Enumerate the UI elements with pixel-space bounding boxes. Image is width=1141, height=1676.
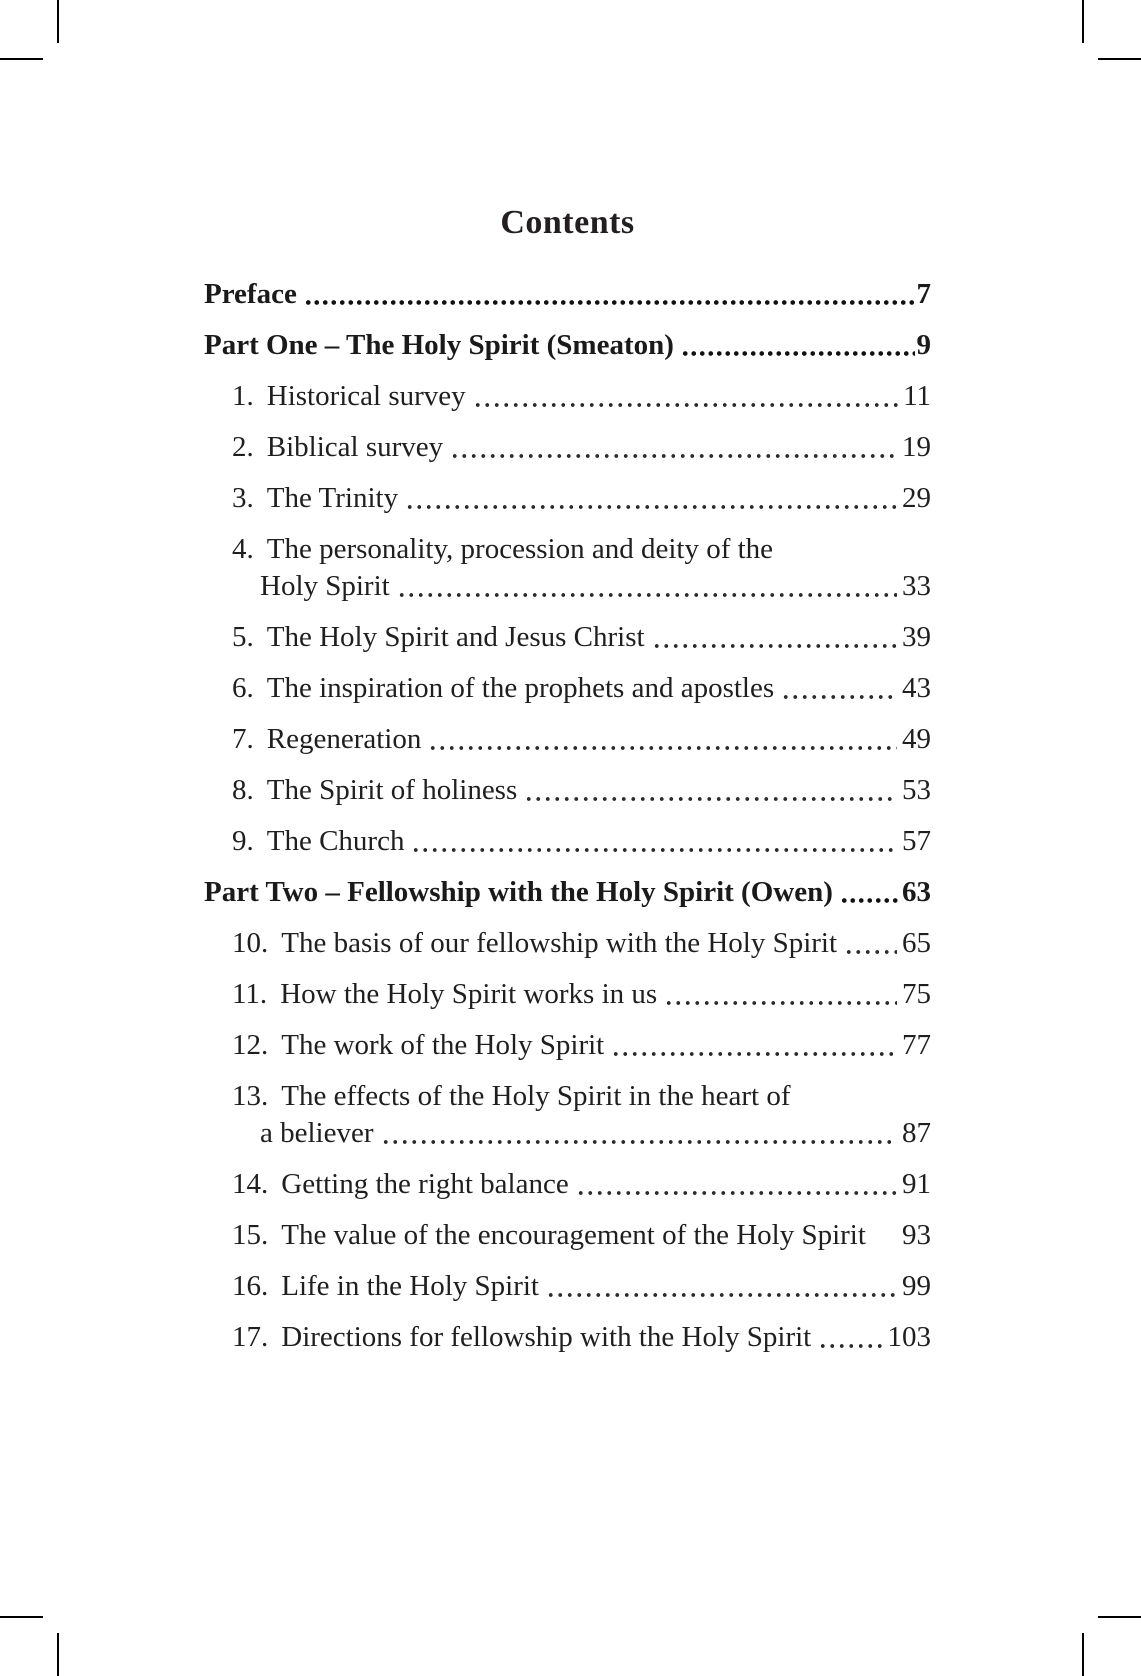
crop-mark-top-left-horizontal [0, 58, 43, 60]
toc-entry-label: The Spirit of holiness [266, 774, 518, 806]
toc-entry-label-continued: a believer [260, 1117, 374, 1149]
toc-entry-number: 11. [232, 978, 268, 1010]
toc-entry-label: The Holy Spirit and Jesus Christ [266, 621, 645, 653]
dot-leader [818, 1319, 882, 1356]
dot-leader [652, 619, 897, 656]
toc-entry-label: Life in the Holy Spirit [281, 1270, 539, 1302]
toc-chapter-17 [204, 1319, 931, 1356]
toc-entry-label: The Trinity [266, 482, 399, 514]
toc-entry-page: 19 [902, 431, 931, 463]
toc-entry-page: 33 [902, 570, 931, 602]
dot-leader [473, 378, 898, 415]
dot-leader [546, 1268, 897, 1305]
toc-entry-page: 43 [902, 672, 931, 704]
toc-chapter-6 [204, 670, 931, 707]
toc-heading-part-two [204, 874, 931, 911]
dot-leader [304, 276, 915, 313]
toc-entry-number: 3. [232, 482, 254, 514]
toc-chapter-3 [204, 480, 931, 517]
crop-mark-top-right-horizontal [1098, 58, 1141, 60]
toc-entry-label: Part One – The Holy Spirit (Smeaton) [204, 329, 674, 361]
toc-chapter-8 [204, 772, 931, 809]
crop-mark-bottom-right-horizontal [1098, 1616, 1141, 1618]
toc-entry-page: 65 [902, 927, 931, 959]
toc-entry-label: The value of the encouragement of the Holy Spirit [281, 1219, 866, 1251]
toc-chapter-14 [204, 1166, 931, 1203]
toc-entry-number: 2. [232, 431, 254, 463]
toc-entry-label: Getting the right balance [281, 1168, 569, 1200]
dot-leader [844, 925, 897, 962]
toc-entry-label-continued: Holy Spirit [260, 570, 390, 602]
toc-entry-number: 1. [232, 380, 254, 412]
dot-leader [381, 1115, 897, 1152]
toc-entry-label: Preface [204, 278, 297, 310]
toc-entry-label: How the Holy Spirit works in us [280, 978, 658, 1010]
crop-mark-bottom-right-vertical [1082, 1633, 1084, 1676]
toc-entry-label: Part Two – Fellowship with the Holy Spirit (Owen) [204, 876, 833, 908]
toc-entry-label: The work of the Holy Spirit [281, 1029, 605, 1061]
toc-entry-number: 8. [232, 774, 254, 806]
toc-entry-number: 5. [232, 621, 254, 653]
dot-leader [397, 568, 897, 605]
toc-entry-page: 49 [902, 723, 931, 755]
toc-entry-page: 103 [887, 1321, 931, 1353]
toc-entry-page: 7 [916, 278, 931, 310]
toc-chapter-7 [204, 721, 931, 758]
toc-entry-page: 87 [902, 1117, 931, 1149]
toc-heading-part-one [204, 327, 931, 364]
dot-leader [664, 976, 897, 1013]
toc-entry-page: 53 [902, 774, 931, 806]
dot-leader [611, 1027, 897, 1064]
toc-entry-label: The basis of our fellowship with the Holy Spirit [281, 927, 838, 959]
toc-chapter-4 [204, 531, 931, 605]
toc-entry-number: 17. [232, 1321, 269, 1353]
toc-chapter-13 [204, 1078, 931, 1152]
toc-entry-page: 11 [903, 380, 931, 412]
toc-entry-page: 75 [902, 978, 931, 1010]
toc-entry-page: 39 [902, 621, 931, 653]
toc-entry-number: 6. [232, 672, 254, 704]
crop-mark-top-left-vertical [57, 0, 59, 43]
dot-leader [576, 1166, 897, 1203]
toc-entry-label: The inspiration of the prophets and apostles [266, 672, 775, 704]
dot-leader [428, 721, 897, 758]
dot-leader [405, 480, 897, 517]
toc-heading-preface [204, 276, 931, 313]
toc-entry-page: 91 [902, 1168, 931, 1200]
toc-entry-label: Biblical survey [266, 431, 444, 463]
toc-entry-label: The Church [266, 825, 405, 857]
toc-entry-number: 15. [232, 1219, 269, 1251]
toc-entry-number: 12. [232, 1029, 269, 1061]
dot-leader [840, 874, 900, 911]
page-title: Contents [500, 204, 635, 241]
toc-entry-label: Directions for fellowship with the Holy Spirit [281, 1321, 812, 1353]
toc-chapter-10 [204, 925, 931, 962]
toc-entry-page: 57 [902, 825, 931, 857]
dot-leader [524, 772, 897, 809]
toc-entry-page: 77 [902, 1029, 931, 1061]
toc-entry-label: Regeneration [266, 723, 422, 755]
dot-leader [450, 429, 897, 466]
toc-entry-number: 14. [232, 1168, 269, 1200]
toc-entry-label: The personality, procession and deity of the [266, 533, 774, 565]
dot-leader [411, 823, 897, 860]
toc-entry-number: 13. [232, 1080, 269, 1112]
toc-entry-label: The effects of the Holy Spirit in the heart of [281, 1080, 791, 1112]
toc-entry-page: 93 [902, 1219, 931, 1251]
crop-mark-bottom-left-horizontal [0, 1616, 43, 1618]
toc-chapter-2 [204, 429, 931, 466]
toc-entry-page: 9 [916, 329, 931, 361]
toc-chapter-5 [204, 619, 931, 656]
toc-entry-label: Historical survey [266, 380, 466, 412]
toc-chapter-9 [204, 823, 931, 860]
toc-entry-page: 63 [902, 876, 931, 908]
toc-entry-number: 9. [232, 825, 254, 857]
toc-entry-number: 10. [232, 927, 269, 959]
toc-chapter-11 [204, 976, 931, 1013]
toc-entry-page: 29 [902, 482, 931, 514]
dot-leader [681, 327, 915, 364]
toc-entry-number: 7. [232, 723, 254, 755]
toc-chapter-1 [204, 378, 931, 415]
toc-chapter-12 [204, 1027, 931, 1064]
toc-chapter-15 [204, 1217, 931, 1254]
crop-mark-top-right-vertical [1082, 0, 1084, 43]
toc-entry-page: 99 [902, 1270, 931, 1302]
toc-entry-number: 16. [232, 1270, 269, 1302]
dot-leader [781, 670, 897, 707]
dot-leader [873, 1217, 897, 1254]
crop-mark-bottom-left-vertical [57, 1633, 59, 1676]
table-of-contents [204, 204, 931, 1370]
toc-entry-number: 4. [232, 533, 254, 565]
toc-chapter-16 [204, 1268, 931, 1305]
